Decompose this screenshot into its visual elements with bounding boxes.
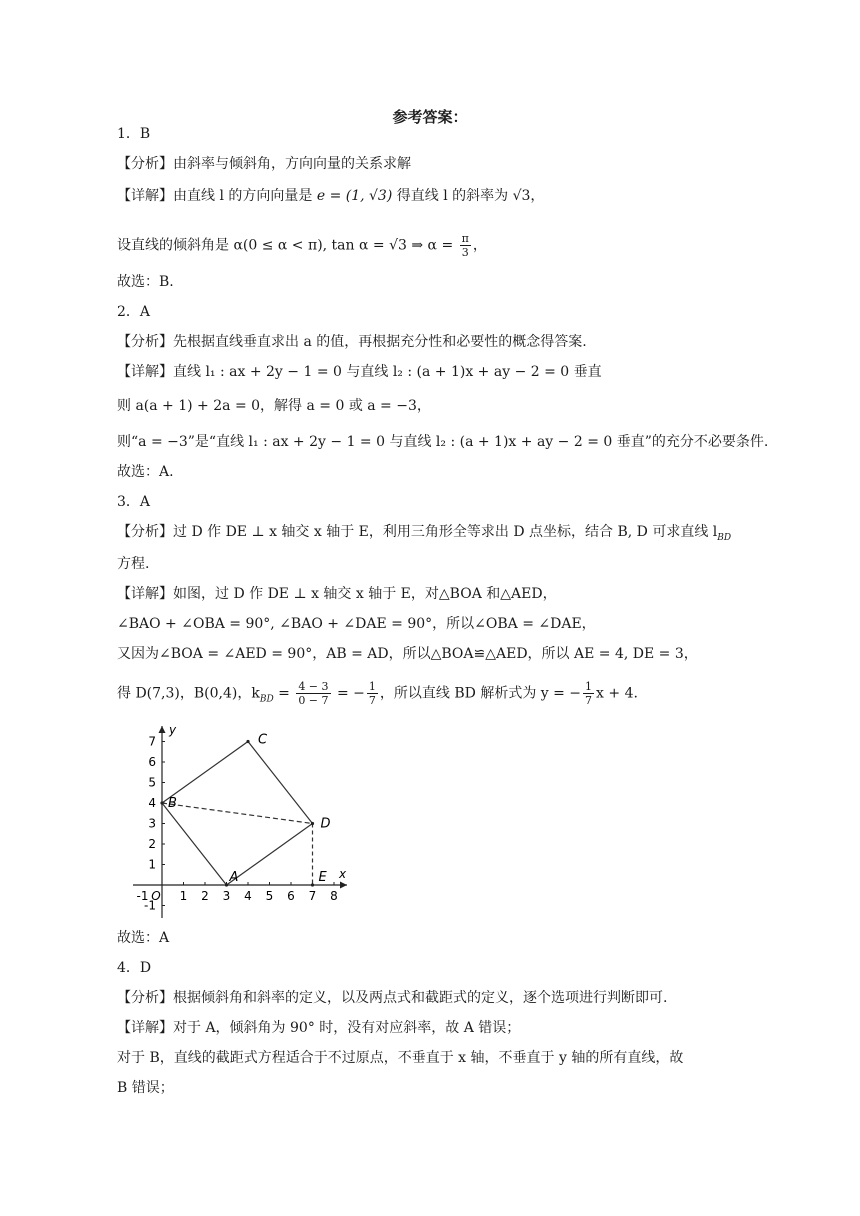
y-tick-label: 2	[148, 837, 156, 851]
q1-number: 1．B	[117, 126, 151, 142]
q3-answer: 故选：A	[117, 930, 170, 946]
point-a-dot	[225, 883, 228, 886]
x-tick-label: 1	[179, 889, 188, 903]
point-d-label: D	[320, 816, 331, 832]
segment-bd	[162, 803, 313, 824]
y-tick-label: 1	[148, 857, 156, 872]
x-tick-label: 2	[201, 889, 209, 903]
q4-number: 4．D	[117, 960, 152, 976]
y-tick-label: 4	[148, 796, 156, 810]
q1-analysis: 【分析】由斜率与倾斜角，方向向量的关系求解	[117, 156, 411, 172]
y-tick-label: 3	[148, 816, 156, 831]
point-b-dot	[160, 801, 163, 804]
q1-fraction: $\frac{\pi}{3}$	[461, 232, 469, 259]
point-c-dot	[246, 740, 249, 743]
q1-direction-vector: e = (1, √3)	[316, 188, 393, 204]
x-tick-label: 3	[222, 889, 231, 903]
page-title: 参考答案：	[392, 108, 468, 126]
q2-answer: 故选：A.	[117, 464, 174, 480]
y-axis-label: y	[169, 723, 177, 737]
y-tick-label: 7	[148, 734, 156, 749]
q1-angle-line: 设直线的倾斜角是 α(0 ≤ α < π), tan α = √3 ⇒ α = $\frac{\pi}{3}$ ，	[117, 232, 487, 259]
q3-analysis-cont: 方程.	[117, 556, 150, 572]
q3-slope-line: 得 D(7,3)，B(0,4)，$k_{BD}$ = $\frac{4 - 3}{0 - 7}$ = − $\frac{1}{7}$ ，所以直线 BD 解析式为 y = − $\frac{1}{7}$ x + 4.	[117, 680, 638, 707]
y-tick-label: 6	[148, 755, 156, 769]
q4-analysis: 【分析】根据倾斜角和斜率的定义，以及两点式和截距式的定义，逐个选项进行判断即可.	[117, 990, 668, 1006]
x-tick-label: 7	[308, 889, 317, 903]
x-tick-label: 4	[244, 889, 252, 903]
point-a-label: A	[229, 870, 239, 885]
q1-detail: 【详解】由直线 l 的方向向量是 e = (1, √3) 得直线 l 的斜率为 √3，	[117, 188, 545, 204]
x-tick-label: -1	[136, 889, 149, 903]
q3-angles-line: ∠BAO + ∠OBA = 90°, ∠BAO + ∠DAE = 90°，所以∠OBA = ∠DAE，	[117, 616, 596, 632]
x-tick-label: 8	[330, 889, 338, 903]
point-e-dot	[311, 883, 314, 886]
q2-solve-line: 则 a(a + 1) + 2a = 0，解得 a = 0 或 a = −3，	[117, 398, 431, 414]
point-b-label: B	[168, 796, 177, 811]
q2-detail: 【详解】直线 l₁ : ax + 2y − 1 = 0 与直线 l₂ : (a + 1)x + ay − 2 = 0 垂直	[117, 364, 602, 380]
x-tick-label: 6	[287, 889, 295, 903]
x-tick-label: 5	[265, 889, 274, 903]
point-d-dot	[311, 822, 314, 825]
q4-option-b: 对于 B，直线的截距式方程适合于不过原点，不垂直于 x 轴，不垂直于 y 轴的所有直线，故	[117, 1050, 684, 1066]
x-axis-label: x	[339, 867, 347, 881]
q2-analysis: 【分析】先根据直线垂直求出 a 的值，再根据充分性和必要性的概念得答案.	[117, 334, 587, 350]
q4-detail: 【详解】对于 A，倾斜角为 90° 时，没有对应斜率，故 A 错误；	[117, 1020, 521, 1036]
y-tick-label: -1	[144, 898, 156, 913]
coordinate-figure	[125, 722, 355, 922]
point-e-label: E	[318, 870, 327, 885]
q3-detail: 【详解】如图，过 D 作 DE ⊥ x 轴交 x 轴于 E，对△BOA 和△AED，	[117, 586, 557, 602]
q1-answer: 故选：B.	[117, 274, 174, 290]
x-tick-label: O	[151, 889, 161, 903]
point-c-label: C	[258, 732, 268, 748]
q3-number: 3．A	[117, 494, 151, 510]
q2-conclusion: 则“a = −3”是“直线 l₁ : ax + 2y − 1 = 0 与直线 l₂ : (a + 1)x + ay − 2 = 0 垂直”的充分不必要条件.	[117, 434, 769, 450]
q4-option-b-cont: B 错误；	[117, 1080, 174, 1096]
q3-congruence-line: 又因为∠BOA = ∠AED = 90°，AB = AD，所以△BOA≌△AED，所以 AE = 4, DE = 3，	[117, 646, 698, 662]
y-tick-label: 5	[148, 775, 156, 790]
q2-number: 2．A	[117, 304, 151, 320]
q3-analysis: 【分析】过 D 作 DE ⊥ x 轴交 x 轴于 E，利用三角形全等求出 D 点坐标，结合 B, D 可求直线 $l_{BD}$	[117, 524, 732, 543]
